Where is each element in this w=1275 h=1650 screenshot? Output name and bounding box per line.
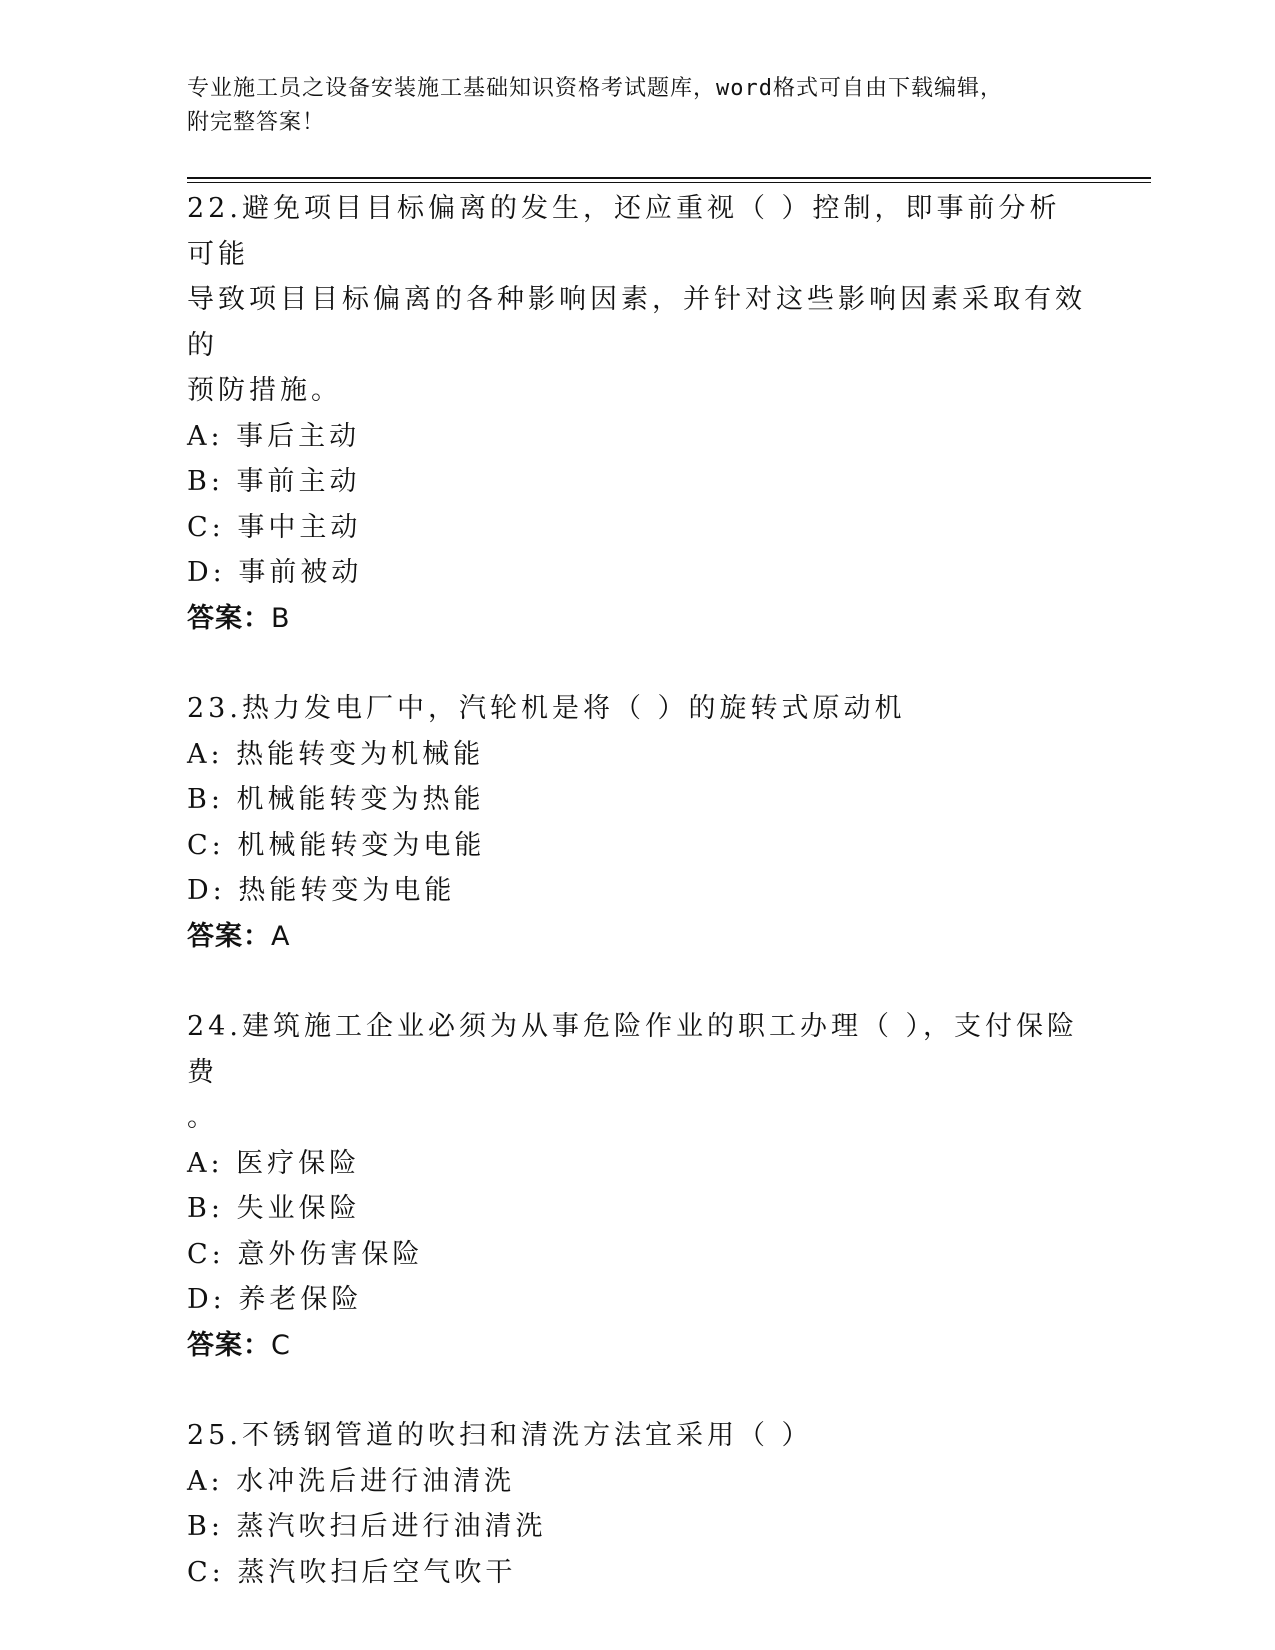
option-a: A: 医疗保险 [187,1147,361,1179]
answer-label: 答案： [187,602,271,634]
header-divider-thin [187,182,1151,183]
header-line-1: 专业施工员之设备安装施工基础知识资格考试题库，word格式可自由下载编辑， [187,76,1003,101]
question-text-line: 预防措施。 [187,375,342,406]
option-d: D: 事前被动 [187,557,363,588]
question-25 [187,1413,1087,1595]
option-a: A: 事后主动 [187,420,361,452]
header-divider-thick [187,177,1151,179]
question-text-line: 23.热力发电厂中，汽轮机是将（ ）的旋转式原动机 [187,693,906,724]
option-c: C: 蒸汽吹扫后空气吹干 [187,1556,517,1588]
answer-line [187,596,1087,642]
answer-value: A [271,920,291,952]
option-b: B: 失业保险 [187,1193,361,1224]
question-24 [187,1004,1087,1368]
option-c: C: 意外伤害保险 [187,1238,424,1270]
question-text-line: 导致项目目标偏离的各种影响因素，并针对这些影响因素采取有效的 [187,284,1086,361]
option-d: D: 养老保险 [187,1284,363,1315]
option-a: A: 热能转变为机械能 [187,738,485,770]
option-c: C: 机械能转变为电能 [187,829,486,861]
question-text-line: 22.避免项目目标偏离的发生，还应重视（ ）控制，即事前分析可能 [187,193,1061,270]
answer-value: C [271,1329,291,1361]
question-22 [187,186,1087,641]
option-b: B: 蒸汽吹扫后进行油清洗 [187,1511,547,1542]
answer-label: 答案： [187,920,271,952]
question-list [187,186,1087,1595]
question-text-line: 。 [187,1102,218,1133]
option-b: B: 机械能转变为热能 [187,784,485,815]
question-text-line: 25.不锈钢管道的吹扫和清洗方法宜采用（ ） [187,1420,813,1451]
option-c: C: 事中主动 [187,511,362,543]
document-header [187,72,1087,140]
question-text-line: 24.建筑施工企业必须为从事危险作业的职工办理（ ），支付保险费 [187,1011,1079,1088]
answer-value: B [271,602,291,634]
answer-line [187,1323,1087,1369]
header-line-2: 附完整答案！ [187,110,326,135]
option-b: B: 事前主动 [187,466,361,497]
answer-label: 答案： [187,1329,271,1361]
answer-line [187,914,1087,960]
question-23 [187,686,1087,959]
option-d: D: 热能转变为电能 [187,875,456,906]
option-a: A: 水冲洗后进行油清洗 [187,1465,516,1497]
